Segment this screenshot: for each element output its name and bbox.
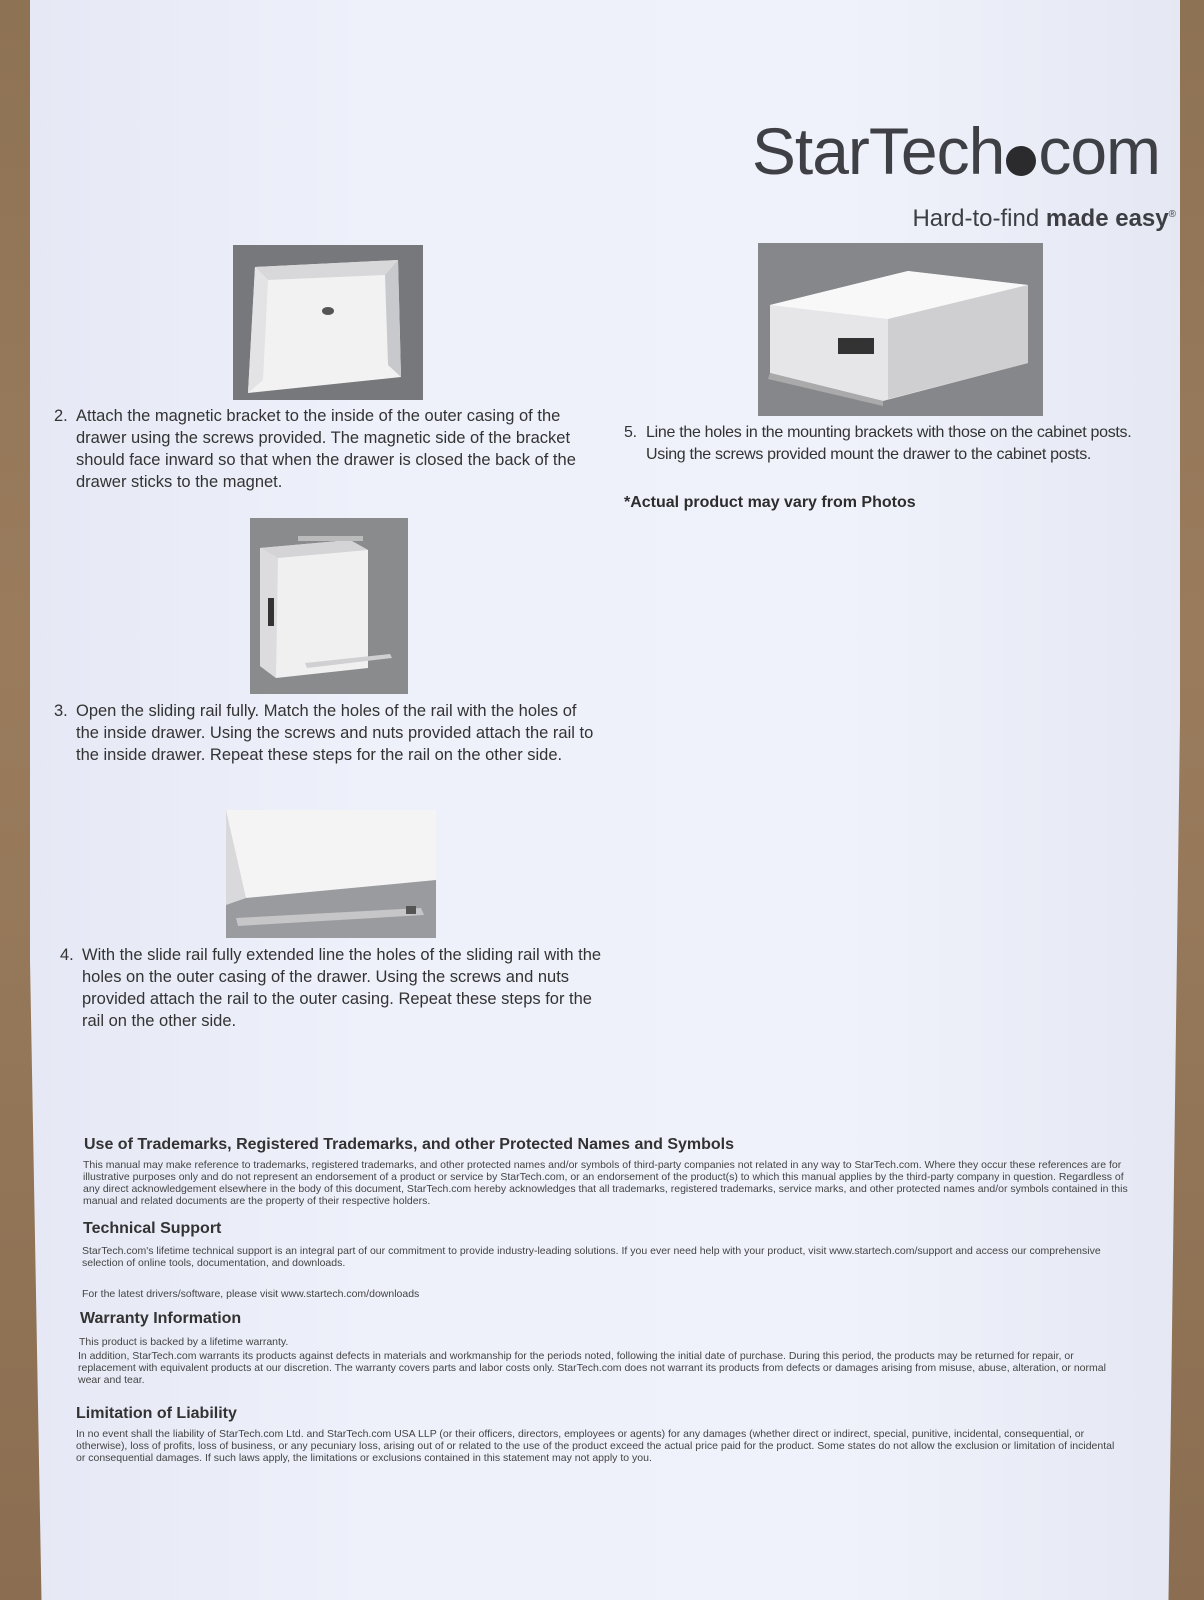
startech-logo xyxy=(740,114,1160,188)
step-2-text: Attach the magnetic bracket to the inside of the outer casing of the drawer using the screws provided. The magnetic side of the bracket should face inward so that when the drawer is closed the back of the drawer sticks to the magnet. xyxy=(76,407,576,491)
warranty-text-2: In addition, StarTech.com warrants its products against defects in materials and workmanship for the periods noted, following the initial date of purchase. During this period, the products may be returned for repair, or replacement with equivalent products at our discretion. The warranty covers parts and labor costs only. StarTech.com does not warrant its products from defects or damages arising from misuse, abuse, alteration, or normal wear and tear. xyxy=(78,1350,1106,1386)
step-5 xyxy=(624,422,1174,466)
rail-photo xyxy=(226,810,436,938)
logo-com: com xyxy=(1038,114,1160,188)
step-4-text: With the slide rail fully extended line the holes of the sliding rail with the holes on the outer casing of the drawer. Using the screws and nuts provided attach the rail to the outer casing. Repeat these steps for the rail on the other side. xyxy=(82,946,602,1030)
step-4-number: 4. xyxy=(60,946,74,964)
drivers-text-line: For the latest drivers/software, please visit www.startech.com/downloads xyxy=(82,1288,420,1300)
warranty-heading: Warranty Information xyxy=(80,1310,242,1327)
trademarks-text: This manual may make reference to trademarks, registered trademarks, and other protected names and/or symbols of third-party companies not related in any way to StarTech.com. Where they occur these references are for illustrative purposes only and do not represent an endorsement of a product or service by StarTech.com, or an endorsement of the product(s) to which this manual applies by the third-party company in question. Regardless of any direct acknowledgement elsewhere in the body of this document, StarTech.com hereby acknowledges that all trademarks, registered trademarks, service marks, and other protected names and/or symbols contained in this manual and related documents are the property of their respective holders. xyxy=(83,1159,1128,1207)
step-2-number: 2. xyxy=(54,407,68,425)
drawer-upright-photo xyxy=(250,518,408,694)
liability-text: In no event shall the liability of StarTech.com Ltd. and StarTech.com USA LLP (or their officers, directors, employees or agents) for any damages (whether direct or indirect, special, punitive, incidental, consequential, or otherwise), loss of profits, loss of business, or any pecuniary loss, arising out of or related to the use of the product exceed the actual price paid for the product. Some states do not allow the exclusion or limitation of incidental or consequential damages. If such laws apply, the limitations or exclusions contained in this statement may not apply to you. xyxy=(76,1428,1115,1464)
logo-star: StarTech xyxy=(751,114,1005,188)
logo-dot-icon xyxy=(1006,146,1036,176)
step-2 xyxy=(54,405,599,493)
tagline xyxy=(820,205,1176,233)
step-3 xyxy=(54,700,599,766)
tagline-mark: ® xyxy=(1168,209,1176,220)
tagline-regular: Hard-to-find xyxy=(912,205,1046,232)
support-heading: Technical Support xyxy=(83,1220,222,1237)
step-3-text: Open the sliding rail fully. Match the holes of the rail with the holes of the inside drawer. Using the screws and nuts provided attach the rail to the inside drawer. Repeat these steps for the rail on the other side. xyxy=(76,702,594,764)
tagline-bold: made easy xyxy=(1045,205,1169,232)
step-3-number: 3. xyxy=(54,702,68,720)
warranty-text-1: This product is backed by a lifetime warranty. xyxy=(79,1336,289,1348)
drawer-mounted-photo xyxy=(758,243,1043,416)
drawer-open-photo xyxy=(233,245,423,400)
drivers-text xyxy=(82,1288,1127,1300)
liability-heading: Limitation of Liability xyxy=(76,1405,237,1422)
step-5-number: 5. xyxy=(624,424,637,441)
trademarks-heading: Use of Trademarks, Registered Trademarks, and other Protected Names and Symbols xyxy=(84,1136,735,1153)
step-5-text: Line the holes in the mounting brackets with those on the cabinet posts. Using the screws provided mount the drawer to the cabinet posts. xyxy=(646,424,1132,463)
support-text: StarTech.com's lifetime technical support is an integral part of our commitment to provide industry-leading solutions. If you ever need help with your product, visit www.startech.com/support and access our comprehensive selection of online tools, documentation, and downloads. xyxy=(82,1245,1101,1269)
photo-disclaimer: *Actual product may vary from Photos xyxy=(624,494,916,511)
step-4 xyxy=(60,944,605,1032)
